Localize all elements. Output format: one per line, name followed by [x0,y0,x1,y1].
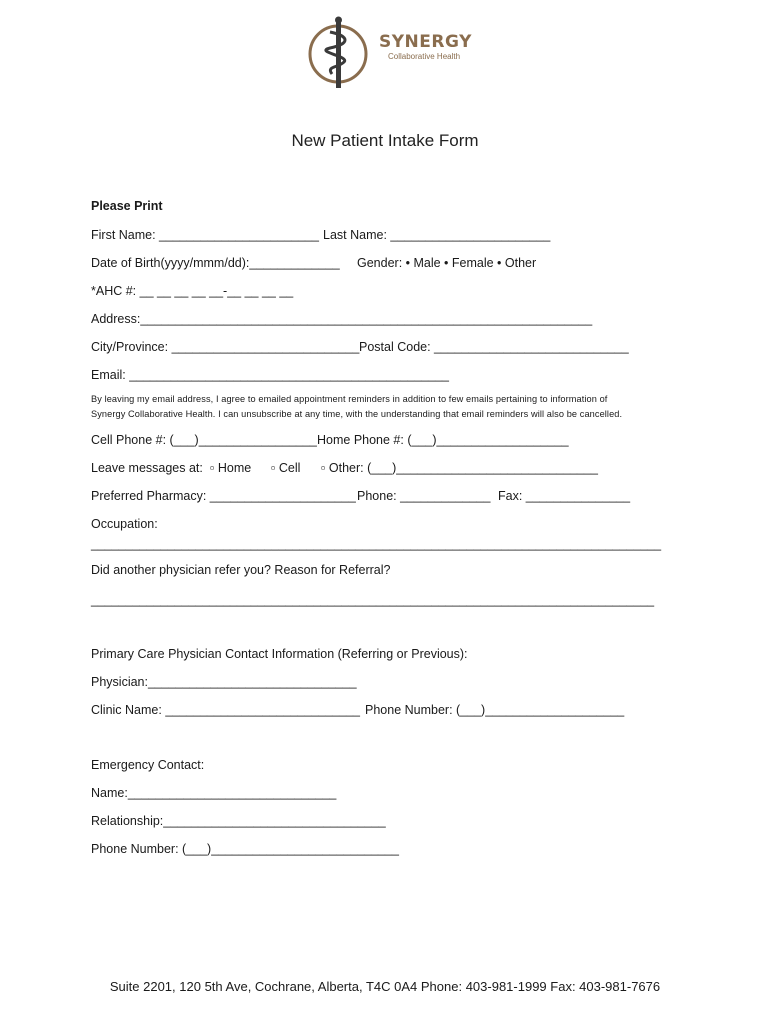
clinic-name-field[interactable]: Clinic Name: ____________________________ [91,703,360,717]
synergy-logo [300,14,480,94]
gender-options[interactable]: Gender: • Male • Female • Other [357,256,537,270]
pharmacy-field[interactable]: Preferred Pharmacy: _____________________ [91,489,356,503]
caduceus-icon [300,14,380,94]
ahc-field[interactable]: *AHC #: __ __ __ __ __-__ __ __ __ [91,284,294,298]
emergency-contact-heading: Emergency Contact: [91,758,205,772]
occupation-line[interactable]: __________________________________________________________________________________ [91,537,662,551]
email-consent-line-2: Synergy Collaborative Health. I can unsubscribe at any time, with the understanding that email reminders will also be cancelled. [91,409,623,419]
pharmacy-phone-field[interactable]: Phone: _____________ [357,489,491,503]
city-province-field[interactable]: City/Province: ___________________________ [91,340,360,354]
referral-line[interactable]: _________________________________________________________________________________ [91,593,655,607]
please-print-heading: Please Print [91,199,163,213]
home-phone-field[interactable]: Home Phone #: (___)___________________ [317,433,569,447]
postal-code-field[interactable]: Postal Code: ____________________________ [359,340,629,354]
referral-question: Did another physician refer you? Reason for Referral? [91,563,391,577]
leave-messages-label: Leave messages at: [91,461,203,475]
brand-name: SYNERGY [379,32,472,52]
emergency-name-field[interactable]: Name:______________________________ [91,786,337,800]
message-option-cell[interactable]: ▫ Cell [271,461,301,475]
message-option-home[interactable]: ▫ Home [210,461,252,475]
page-title: New Patient Intake Form [291,131,479,150]
pharmacy-fax-field[interactable]: Fax: _______________ [498,489,631,503]
email-field[interactable]: Email: ______________________________________________ [91,368,449,382]
brand-subtitle: Collaborative Health [388,52,461,61]
email-consent-line-1: By leaving my email address, I agree to emailed appointment reminders in addition to few emails pertaining to information of [91,394,608,404]
cell-phone-field[interactable]: Cell Phone #: (___)_________________ [91,433,317,447]
emergency-relationship-field[interactable]: Relationship:________________________________ [91,814,386,828]
dob-field[interactable]: Date of Birth(yyyy/mmm/dd):_____________ [91,256,340,270]
occupation-label: Occupation: [91,517,158,531]
message-option-other[interactable]: ▫ Other: (___)_____________________________ [321,461,598,475]
pcp-heading: Primary Care Physician Contact Information (Referring or Previous): [91,647,468,661]
last-name-field[interactable]: Last Name: _______________________ [323,228,551,242]
physician-field[interactable]: Physician:______________________________ [91,675,357,689]
emergency-phone-field[interactable]: Phone Number: (___)___________________________ [91,842,399,856]
clinic-phone-field[interactable]: Phone Number: (___)____________________ [365,703,625,717]
footer-address: Suite 2201, 120 5th Ave, Cochrane, Alberta, T4C 0A4 Phone: 403-981-1999 Fax: 403-981-7676 [109,979,661,994]
first-name-field[interactable]: First Name: _______________________ [91,228,319,242]
address-field[interactable]: Address:_________________________________________________________________ [91,312,593,326]
